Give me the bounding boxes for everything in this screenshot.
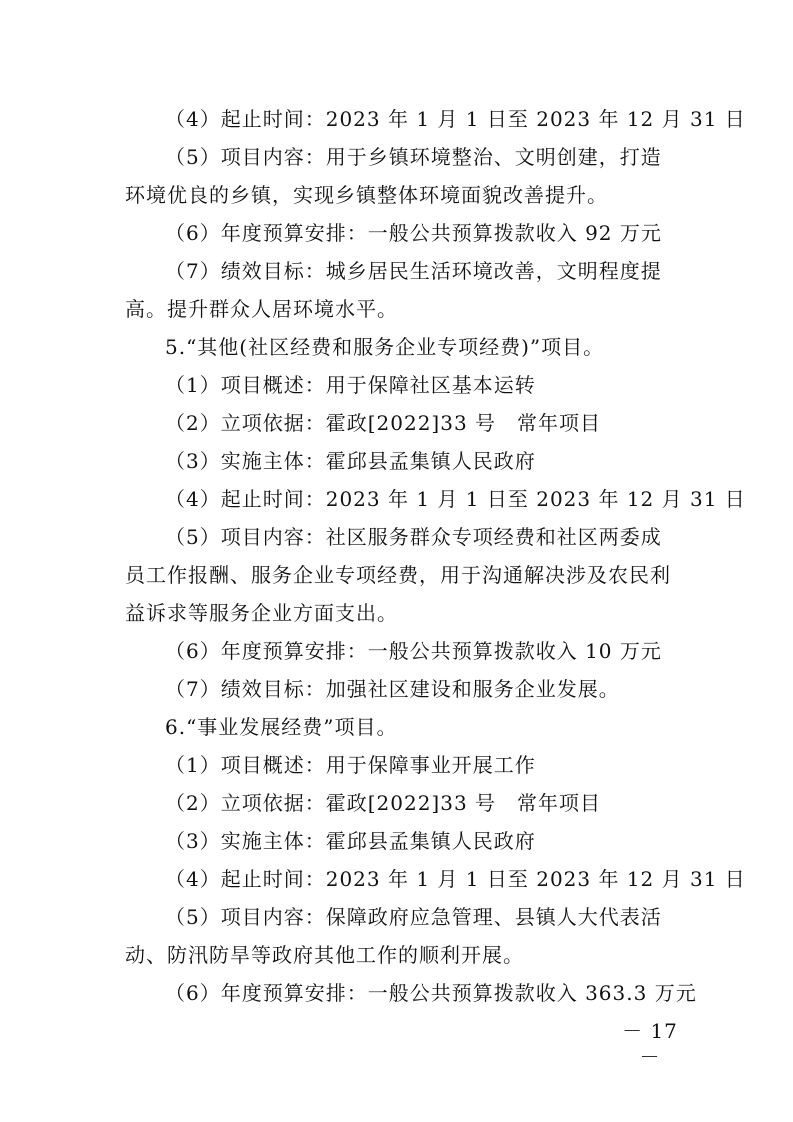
text-line: 员工作报酬、服务企业专项经费，用于沟通解决涉及农民利 bbox=[125, 563, 671, 587]
text-line: （4）起止时间：2023 年 1 月 1 日至 2023 年 12 月 31 日 bbox=[165, 867, 746, 891]
text-line: （3）实施主体：霍邱县孟集镇人民政府 bbox=[165, 829, 536, 853]
text-line: （2）立项依据：霍政[2022]33 号 常年项目 bbox=[165, 791, 602, 815]
page-number: － 17 － bbox=[622, 1019, 678, 1069]
text-line: （5）项目内容：用于乡镇环境整治、文明创建，打造 bbox=[165, 145, 662, 169]
text-line: （4）起止时间：2023 年 1 月 1 日至 2023 年 12 月 31 日 bbox=[165, 107, 746, 131]
text-line: 益诉求等服务企业方面支出。 bbox=[125, 601, 398, 625]
text-line: 高。提升群众人居环境水平。 bbox=[125, 297, 398, 321]
text-line: （5）项目内容：保障政府应急管理、县镇人大代表活 bbox=[165, 905, 662, 929]
text-line: （6）年度预算安排：一般公共预算拨款收入 92 万元 bbox=[165, 221, 662, 245]
text-line: 动、防汛防旱等政府其他工作的顺利开展。 bbox=[125, 943, 524, 967]
text-line: 环境优良的乡镇，实现乡镇整体环境面貌改善提升。 bbox=[125, 183, 608, 207]
section-heading: 5.“其他(社区经费和服务企业专项经费)”项目。 bbox=[165, 335, 605, 359]
text-line: （7）绩效目标：加强社区建设和服务企业发展。 bbox=[165, 677, 620, 701]
text-line: （6）年度预算安排：一般公共预算拨款收入 10 万元 bbox=[165, 639, 662, 663]
text-line: （7）绩效目标：城乡居民生活环境改善，文明程度提 bbox=[165, 259, 662, 283]
section-heading: 6.“事业发展经费”项目。 bbox=[165, 715, 398, 739]
text-line: （3）实施主体：霍邱县孟集镇人民政府 bbox=[165, 449, 536, 473]
text-line: （6）年度预算安排：一般公共预算拨款收入 363.3 万元 bbox=[165, 981, 697, 1005]
text-line: （1）项目概述：用于保障事业开展工作 bbox=[165, 753, 536, 777]
text-line: （4）起止时间：2023 年 1 月 1 日至 2023 年 12 月 31 日 bbox=[165, 487, 746, 511]
text-line: （1）项目概述：用于保障社区基本运转 bbox=[165, 373, 536, 397]
text-line: （2）立项依据：霍政[2022]33 号 常年项目 bbox=[165, 411, 602, 435]
text-line: （5）项目内容：社区服务群众专项经费和社区两委成 bbox=[165, 525, 662, 549]
